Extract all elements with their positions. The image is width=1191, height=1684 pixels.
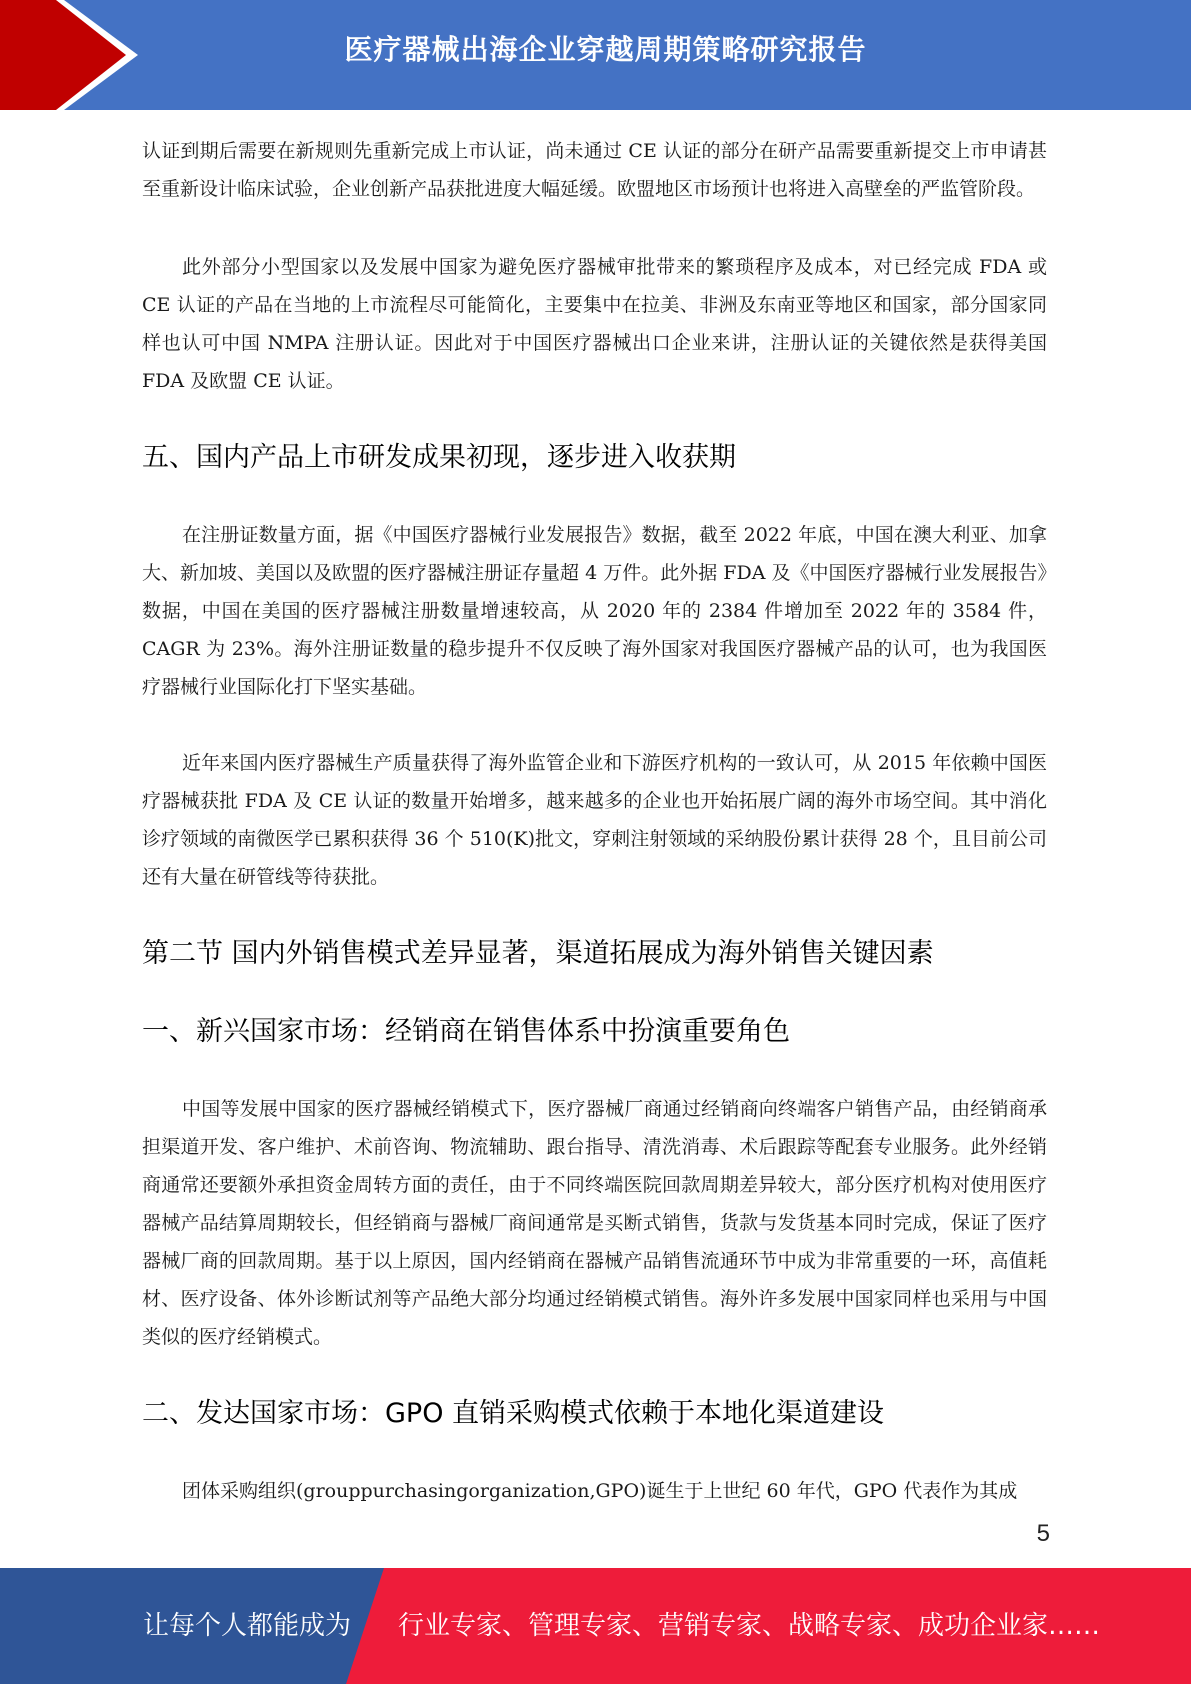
page-footer bbox=[0, 1568, 1191, 1684]
page-header bbox=[0, 0, 1191, 110]
header-title: 医疗器械出海企业穿越周期策略研究报告 bbox=[344, 33, 867, 66]
paragraph: 中国等发展中国家的医疗器械经销模式下，医疗器械厂商通过经销商向终端客户销售产品，由经销商承担渠道开发、客户维护、术前咨询、物流辅助、跟台指导、清洗消毒、术后跟踪等配套专业服务。此外经销商通常还要额外承担资金周转方面的责任，由于不同终端医院回款周期差异较大，部分医疗机构对使用医疗器械产品结算周期较长，但经销商与器械厂商间通常是买断式销售，货款与发货基本同时完成，保证了医疗器械厂商的回款周期。基于以上原因，国内经销商在器械产品销售流通环节中成为非常重要的一环，高值耗材、医疗设备、体外诊断试剂等产品绝大部分均通过经销模式销售。海外许多发展中国家同样也采用与中国类似的医疗经销模式。 bbox=[142, 1098, 1047, 1348]
chapter-heading: 第二节 国内外销售模式差异显著，渠道拓展成为海外销售关键因素 bbox=[142, 938, 934, 969]
section-heading: 二、发达国家市场：GPO 直销采购模式依赖于本地化渠道建设 bbox=[142, 1398, 885, 1429]
paragraph: 在注册证数量方面，据《中国医疗器械行业发展报告》数据，截至 2022 年底，中国在澳大利亚、加拿大、新加坡、美国以及欧盟的医疗器械注册证存量超 4 万件。此外据 FDA 及《中国医疗器械行业发展报告》数据，中国在美国的医疗器械注册数量增速较高，从 2020 年的 2384 件增加至 2022 年的 3584 件，CAGR 为 23%。海外注册证数量的稳步提升不仅反映了海外国家对我国医疗器械产品的认可，也为我国医疗器械行业国际化打下坚实基础。 bbox=[142, 524, 1047, 698]
paragraph: 近年来国内医疗器械生产质量获得了海外监管企业和下游医疗机构的一致认可，从 2015 年依赖中国医疗器械获批 FDA 及 CE 认证的数量开始增多，越来越多的企业也开始拓展广阔的海外市场空间。其中消化诊疗领域的南微医学已累积获得 36 个 510(K)批文，穿刺注射领域的采纳股份累计获得 28 个，且目前公司还有大量在研管线等待获批。 bbox=[142, 752, 1047, 888]
section-heading: 五、国内产品上市研发成果初现，逐步进入收获期 bbox=[142, 442, 736, 473]
paragraph: 此外部分小型国家以及发展中国家为避免医疗器械审批带来的繁琐程序及成本，对已经完成 FDA 或 CE 认证的产品在当地的上市流程尽可能简化，主要集中在拉美、非洲及东南亚等地区和国家，部分国家同样也认可中国 NMPA 注册认证。因此对于中国医疗器械出口企业来讲，注册认证的关键依然是获得美国 FDA 及欧盟 CE 认证。 bbox=[142, 256, 1047, 392]
paragraph: 认证到期后需要在新规则先重新完成上市认证，尚未通过 CE 认证的部分在研产品需要重新提交上市申请甚至重新设计临床试验，企业创新产品获批进度大幅延缓。欧盟地区市场预计也将进入高壁垒的严监管阶段。 bbox=[142, 140, 1047, 200]
footer-slogan-left: 让每个人都能成为 bbox=[143, 1611, 352, 1641]
footer-slogan-right: 行业专家、管理专家、营销专家、战略专家、成功企业家…… bbox=[398, 1611, 1101, 1641]
page-number: 5 bbox=[1036, 1520, 1050, 1547]
document-body bbox=[142, 132, 1047, 1548]
section-heading: 一、新兴国家市场：经销商在销售体系中扮演重要角色 bbox=[142, 1016, 790, 1047]
paragraph: 团体采购组织(grouppurchasingorganization,GPO)诞生于上世纪 60 年代，GPO 代表作为其成 bbox=[182, 1480, 1018, 1502]
